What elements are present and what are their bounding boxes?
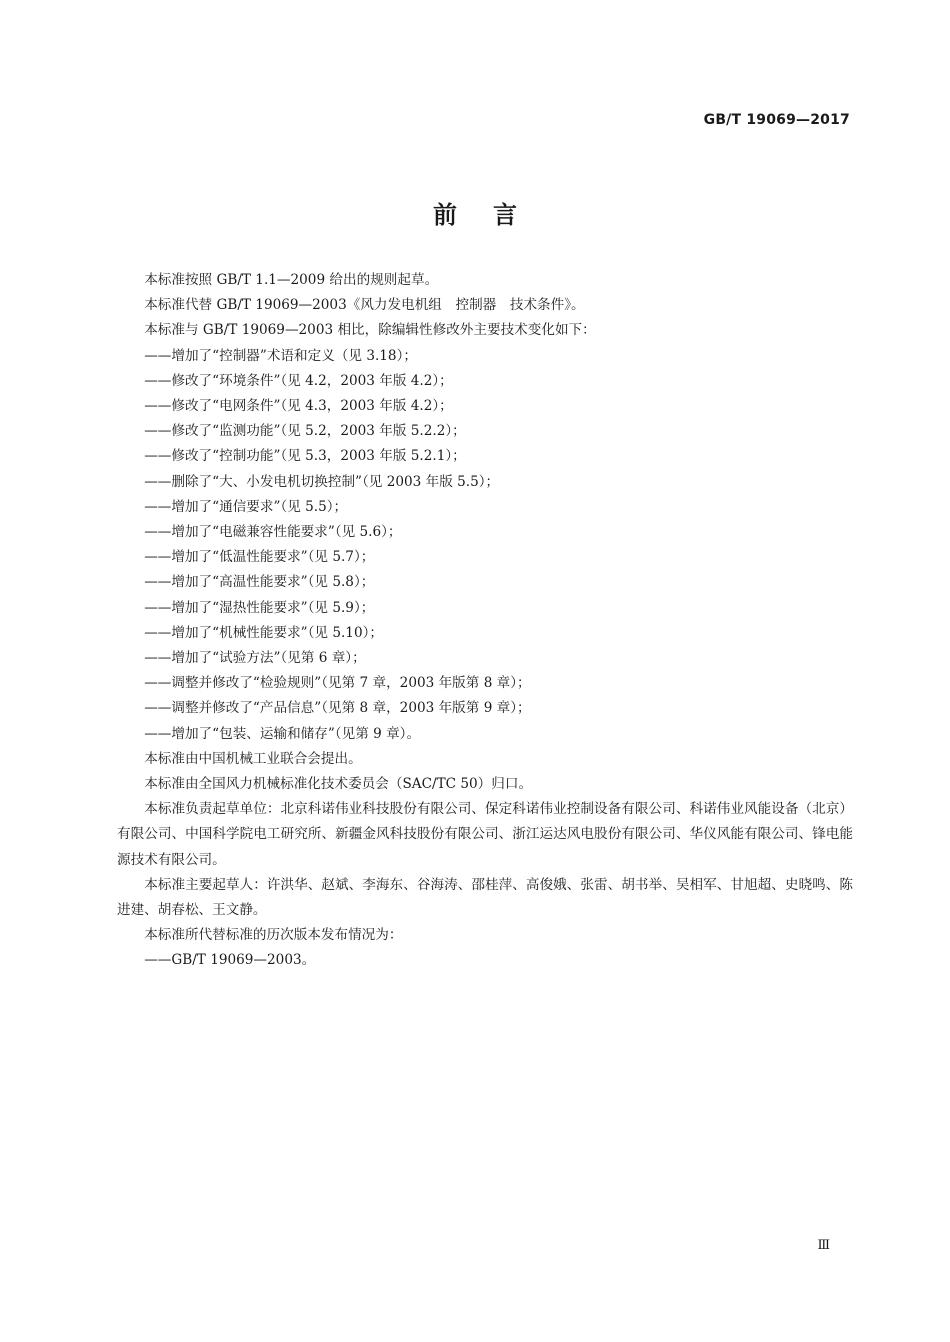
change-item: ——增加了“控制器”术语和定义（见 3.18）； xyxy=(144,347,417,364)
history-item: ——GB/T 19069—2003。 xyxy=(144,952,316,969)
change-item: ——增加了“包装、运输和储存”（见第 9 章）。 xyxy=(144,725,421,742)
paragraph-proposer: 本标准由中国机械工业联合会提出。 xyxy=(144,750,362,767)
foreword-body xyxy=(117,268,853,974)
change-item: ——增加了“通信要求”（见 5.5）； xyxy=(144,498,348,515)
paragraph-drafters: 本标准主要起草人：许洪华、赵斌、李海东、谷海涛、邵桂萍、高俊娥、张雷、胡书举、吴相军、甘旭超、史晓鸣、陈进建、胡春松、王文静。 xyxy=(117,876,853,919)
standard-code: GB/T 19069—2017 xyxy=(703,112,850,128)
paragraph-history-intro: 本标准所代替标准的历次版本发布情况为： xyxy=(144,927,403,944)
change-item: ——增加了“高温性能要求”（见 5.8）； xyxy=(144,574,375,591)
paragraph-replaces: 本标准代替 GB/T 19069—2003《风力发电机组 控制器 技术条件》。 xyxy=(144,297,585,314)
paragraph-drafting-rules: 本标准按照 GB/T 1.1—2009 给出的规则起草。 xyxy=(144,272,439,288)
change-item: ——增加了“电磁兼容性能要求”（见 5.6）； xyxy=(144,524,402,541)
paragraph-changes-intro: 本标准与 GB/T 19069—2003 相比，除编辑性修改外主要技术变化如下： xyxy=(144,322,596,339)
page-number: Ⅲ xyxy=(817,1238,830,1253)
change-item: ——调整并修改了“检验规则”（见第 7 章，2003 年版第 8 章）； xyxy=(144,675,531,692)
paragraph-drafting-units: 本标准负责起草单位：北京科诺伟业科技股份有限公司、保定科诺伟业控制设备有限公司、科诺伟业风能设备（北京）有限公司、中国科学院电工研究所、新疆金风科技股份有限公司、浙江运达风电股份有限公司、华仪风能有限公司、锋电能源技术有限公司。 xyxy=(117,801,853,868)
change-item: ——增加了“机械性能要求”（见 5.10）； xyxy=(144,624,383,641)
page-title: 前言 xyxy=(433,201,553,229)
change-item: ——增加了“低温性能要求”（见 5.7）； xyxy=(144,549,375,566)
change-item: ——调整并修改了“产品信息”（见第 8 章，2003 年版第 9 章）； xyxy=(144,700,531,717)
change-item: ——修改了“电网条件”（见 4.3，2003 年版 4.2）； xyxy=(144,398,453,415)
change-item: ——增加了“试验方法”（见第 6 章）； xyxy=(144,650,366,667)
change-item: ——修改了“监测功能”（见 5.2，2003 年版 5.2.2）； xyxy=(144,423,466,440)
change-item: ——修改了“环境条件”（见 4.2，2003 年版 4.2）； xyxy=(144,372,453,389)
paragraph-committee: 本标准由全国风力机械标准化技术委员会（SAC/TC 50）归口。 xyxy=(144,776,533,793)
change-item: ——修改了“控制功能”（见 5.3，2003 年版 5.2.1）； xyxy=(144,448,466,465)
change-item: ——增加了“湿热性能要求”（见 5.9）； xyxy=(144,599,375,616)
change-item: ——删除了“大、小发电机切换控制”（见 2003 年版 5.5）； xyxy=(144,473,500,490)
